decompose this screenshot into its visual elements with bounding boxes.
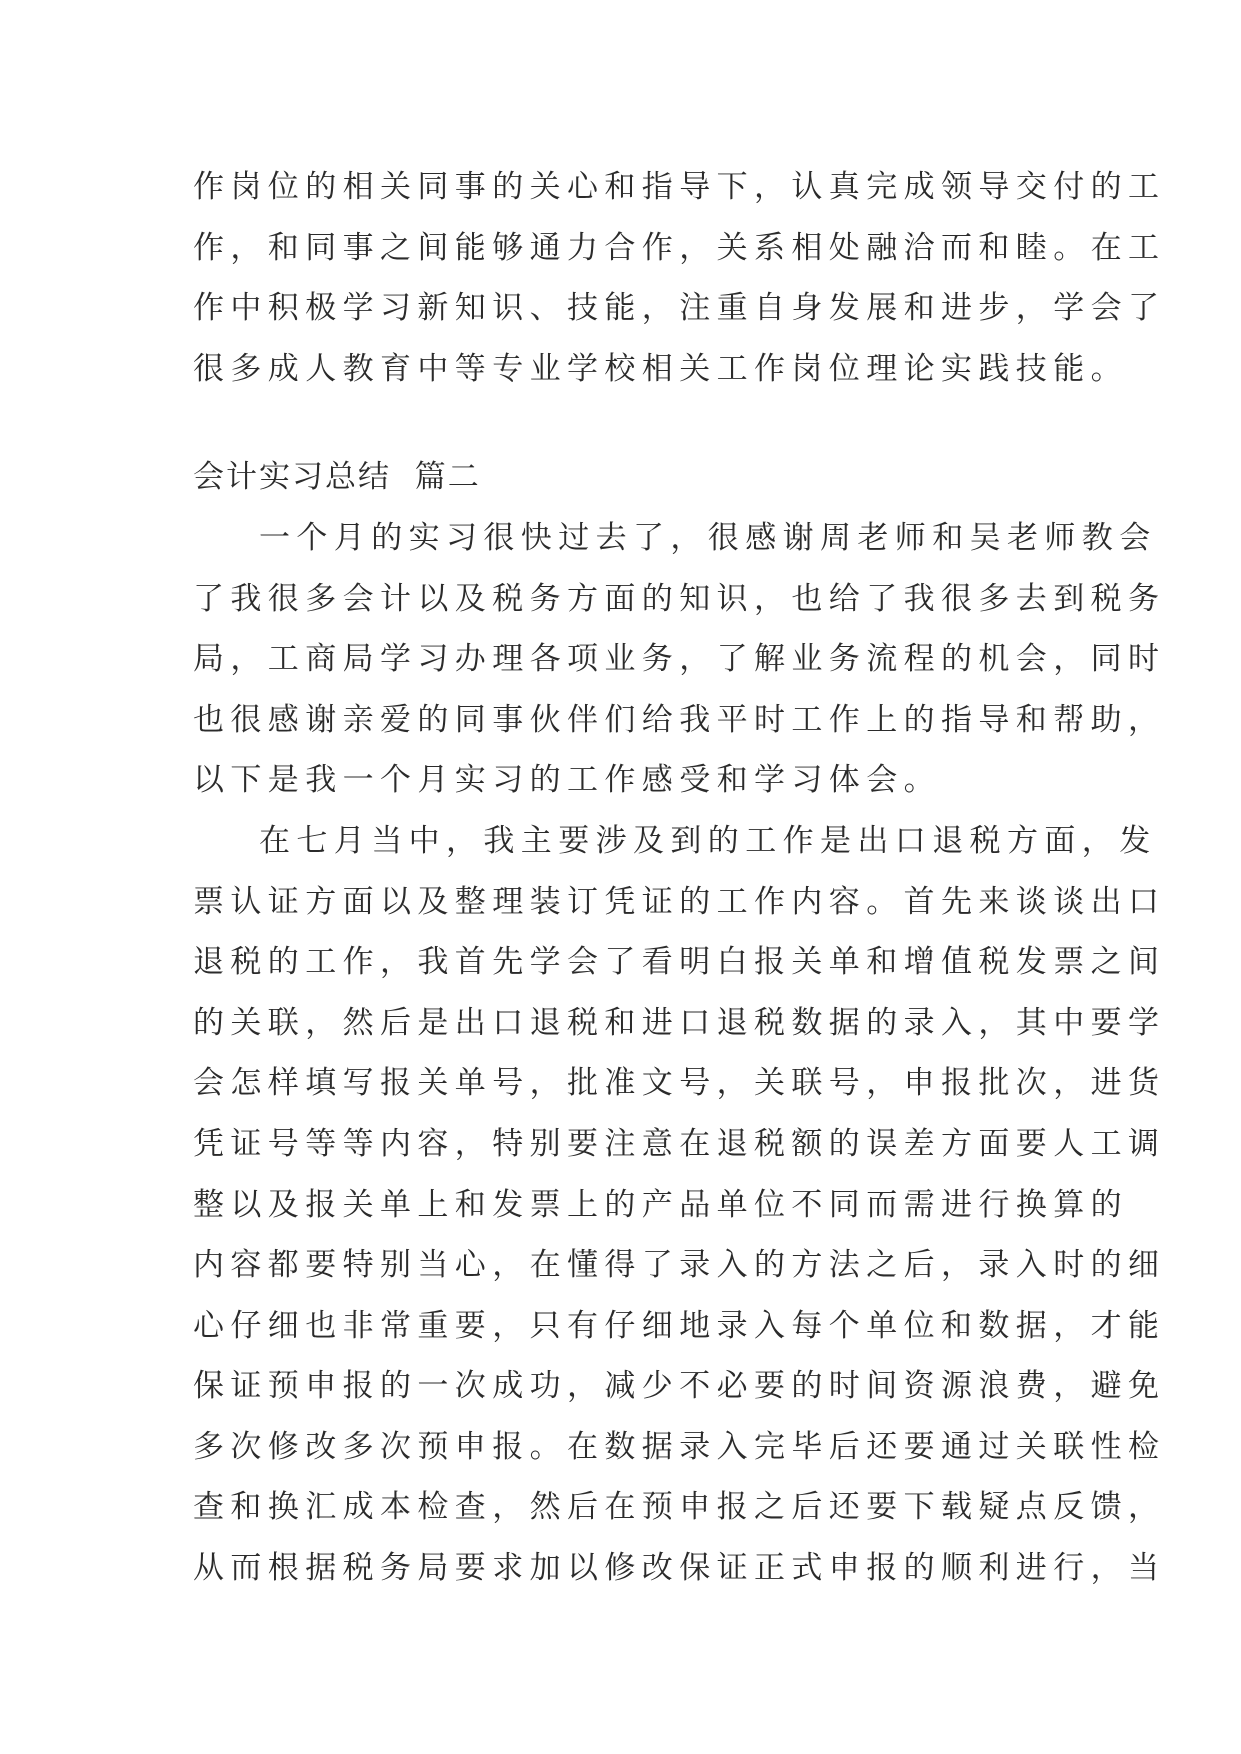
text-line: 作岗位的相关同事的关心和指导下，认真完成领导交付的工 bbox=[193, 169, 1166, 205]
text-line: 从而根据税务局要求加以修改保证正式申报的顺利进行，当 bbox=[193, 1550, 1166, 1587]
text-line: 的关联，然后是出口退税和进口退税数据的录入，其中要学 bbox=[193, 1004, 1166, 1041]
text-line: 多次修改多次预申报。在数据录入完毕后还要通过关联性检 bbox=[193, 1428, 1166, 1465]
text-line: 作，和同事之间能够通力合作，关系相处融洽而和睦。在工 bbox=[193, 229, 1166, 266]
text-line: 整以及报关单上和发票上的产品单位不同而需进行换算的 bbox=[193, 1186, 1128, 1223]
text-line: 以下是我一个月实习的工作感受和学习体会。 bbox=[193, 762, 941, 799]
paragraph-first-line: 在七月当中，我主要涉及到的工作是出口退税方面，发 bbox=[259, 822, 1157, 859]
text-line: 票认证方面以及整理装订凭证的工作内容。首先来谈谈出口 bbox=[193, 883, 1166, 920]
text-line: 很多成人教育中等专业学校相关工作岗位理论实践技能。 bbox=[193, 350, 1128, 387]
text-line: 局，工商局学习办理各项业务，了解业务流程的机会，同时 bbox=[193, 641, 1166, 678]
text-line: 了我很多会计以及税务方面的知识，也给了我很多去到税务 bbox=[193, 580, 1166, 617]
text-line: 退税的工作，我首先学会了看明白报关单和增值税发票之间 bbox=[193, 944, 1166, 981]
text-line: 作中积极学习新知识、技能，注重自身发展和进步，学会了 bbox=[193, 290, 1166, 327]
section-heading: 会计实习总结 篇二 bbox=[193, 459, 481, 496]
text-line: 心仔细也非常重要，只有仔细地录入每个单位和数据，才能 bbox=[193, 1307, 1166, 1344]
text-line: 查和换汇成本检查，然后在预申报之后还要下载疑点反馈， bbox=[193, 1489, 1166, 1526]
text-line: 保证预申报的一次成功，减少不必要的时间资源浪费，避免 bbox=[193, 1368, 1166, 1405]
document-body bbox=[193, 157, 1166, 1599]
text-line: 内容都要特别当心，在懂得了录入的方法之后，录入时的细 bbox=[193, 1247, 1166, 1284]
section-spacer bbox=[193, 399, 1083, 447]
text-line: 凭证号等等内容，特别要注意在退税额的误差方面要人工调 bbox=[193, 1125, 1166, 1162]
text-line: 会怎样填写报关单号，批准文号，关联号，申报批次，进货 bbox=[193, 1065, 1166, 1102]
paragraph-first-line: 一个月的实习很快过去了，很感谢周老师和吴老师教会 bbox=[259, 519, 1157, 556]
text-line: 也很感谢亲爱的同事伙伴们给我平时工作上的指导和帮助， bbox=[193, 701, 1166, 738]
